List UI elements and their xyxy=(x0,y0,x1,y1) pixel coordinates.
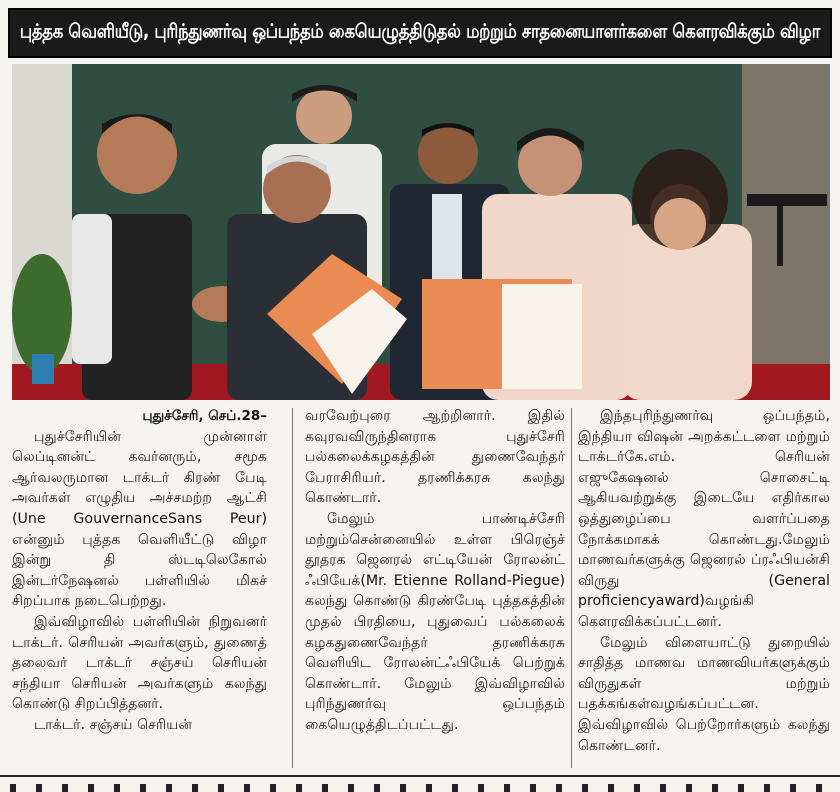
event-photo xyxy=(12,64,830,400)
next-article-fragment xyxy=(0,779,840,792)
paragraph: வரவேற்புரை ஆற்றினார். இதில் கவுரவவிருந்தினராக புதுச்சேரி பல்கலைக்கழகத்தின் துணைவேந்தர் பேராசிரியர். தரணிக்கரசு கலந்து கொண்டார். xyxy=(305,408,565,507)
headline: புத்தக வெளியீடு, புரிந்துணர்வு ஒப்பந்தம் கையெழுத்திடுதல் மற்றும் சாதனையாளர்களை கௌரவிக்கும் விழா xyxy=(19,20,821,43)
column-rule xyxy=(292,408,293,768)
event-photo-illustration xyxy=(12,64,830,400)
dateline: புதுச்சேரி, செப்.28– xyxy=(142,408,267,424)
article-column-2 xyxy=(305,406,565,772)
article-column-3 xyxy=(578,406,830,772)
paragraph: மேலும் விளையாட்டு துறையில் சாதித்த மாணவ மாணவியர்களுக்கும் விருதுகள் மற்றும் பதக்கங்கள்வழங்கப்பட்டன. இவ்விழாவில் பெற்றோர்களும் கலந்து கொண்டனர். xyxy=(578,634,830,754)
bottom-rule xyxy=(0,775,840,777)
column-rule xyxy=(571,408,572,768)
paragraph: டாக்டர். சஞ்சய் செரியன் xyxy=(34,716,193,733)
paragraph: இவ்விழாவில் பள்ளியின் நிறுவனர் டாக்டர். செரியன் அவர்களும், துணைத் தலைவர் டாக்டர் சஞ்சய் செரியன் சந்தியா செரியன் அவர்களும் கலந்து கொண்டு சிறப்பித்தனர். xyxy=(12,613,267,713)
paragraph: புதுச்சேரியின் முன்னாள் லெப்டினன்ட் கவர்னரும், சமூக ஆர்வலருமான டாக்டர் கிரண் பேடி அவர்கள் எழுதிய அச்சமற்ற ஆட்சி (Une GouvernanceSans Peur) என்னும் புத்தக வெளியீட்டு விழா இன்று தி ஸ்டடிலெகோல் இன்டர்நேஷனல் பள்ளியில் மிகச் சிறப்பாக நடைபெற்றது. xyxy=(12,428,267,610)
headline-bar xyxy=(8,8,832,58)
article-column-1 xyxy=(12,406,267,772)
paragraph: மேலும் பாண்டிச்சேரி மற்றும்சென்னையில் உள்ள பிரெஞ்ச் தூதரக ஜெனரல் எட்டியேன் ரோலன்ட் ஃபியேக்(Mr. Etienne Rolland-Piegue) கலந்து கொண்டு கிரண்பேடி புத்தகத்தின் முதல் பிரதியை, புதுவைப் பல்கலைக் கழகதுணைவேந்தர் தரணிக்கரசு வெளியிட ரோலன்ட்ஃபியேக் பெற்றுக் கொண்டார். மேலும் இவ்விழாவில் புரிந்துணர்வு ஒப்பந்தம் கையெழுத்திடப்பட்டது. xyxy=(305,510,565,733)
paragraph: இந்தபுரிந்துணர்வு ஒப்பந்தம், இந்தியா விஷன் அறக்கட்டளை மற்றும் டாக்டர்கே.எம். செரியன் எஜுகேஷனல் சொசைட்டி ஆகியவற்றுக்கு இடையே எதிர்கால ஒத்துழைப்பை வளர்ப்பதை நோக்கமாகக் கொண்டது.மேலும் மாணவர்களுக்கு ஜெனரல் ப்ரஃபியன்சி விருது (General proficiencyaward)வழங்கி கௌரவிக்கப்பட்டனர். xyxy=(578,408,830,630)
